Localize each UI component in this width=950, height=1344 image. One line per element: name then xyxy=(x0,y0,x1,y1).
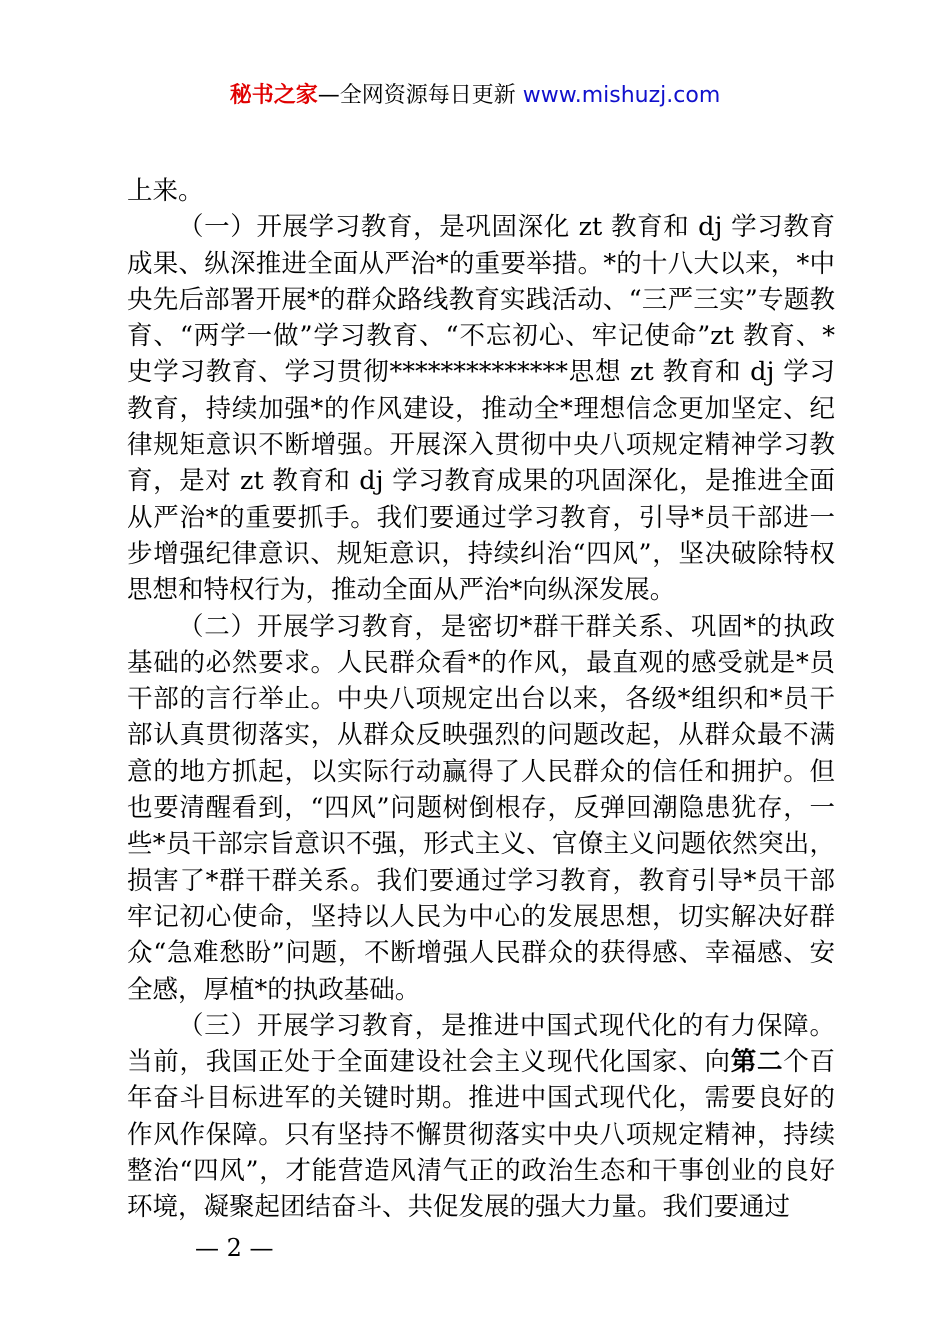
page-number: — 2 — xyxy=(195,1234,274,1262)
paragraph-section-two: （二）开展学习教育，是密切*群干群关系、巩固*的执政基础的必然要求。人民群众看*的作风，最直观的感受就是*员干部的言行举止。中央八项规定出台以来，各级*组织和*员干部认真贯彻落实，从群众反映强烈的问题改起，从群众最不满意的地方抓起，以实际行动赢得了人民群众的信任和拥护。但也要清醒看到，“四风”问题树倒根存，反弹回潮隐患犹存，一些*员干部宗旨意识不强，形式主义、官僚主义问题依然突出，损害了*群干群关系。我们要通过学习教育，教育引导*员干部牢记初心使命，坚持以人民为中心的发展思想，切实解决好群众“急难愁盼”问题，不断增强人民群众的获得感、幸福感、安全感，厚植*的执政基础。 xyxy=(127,611,835,1005)
site-tagline: —全网资源每日更新 xyxy=(317,83,523,108)
site-header-banner xyxy=(0,80,950,112)
paragraph-continuation: 上来。 xyxy=(127,176,204,206)
site-brand: 秘书之家 xyxy=(229,83,318,108)
site-url-link[interactable]: www.mishuzj.com xyxy=(522,83,721,108)
paragraph-section-three-part-a: （三）开展学习教育，是推进中国式现代化的有力保障。当前，我国正处于全面建设社会主义现代化国家、向 xyxy=(127,1010,835,1078)
paragraph-section-three-part-b: 个百年奋斗目标进军的关键时期。推进中国式现代化，需要良好的作风作保障。只有坚持不懈贯彻落实中央八项规定精神，持续整治“四风”，才能营造风清气正的政治生态和干事创业的良好环境，凝聚起团结奋斗、共促发展的强大力量。我们要通过 xyxy=(127,1047,835,1223)
document-body xyxy=(127,173,835,1226)
paragraph-section-three xyxy=(127,1008,835,1226)
paragraph-section-three-bold: 第二 xyxy=(730,1047,784,1078)
paragraph-section-one: （一）开展学习教育，是巩固深化 zt 教育和 dj 学习教育成果、纵深推进全面从严治*的重要举措。*的十八大以来，*中央先后部署开展*的群众路线教育实践活动、“三严三实”专题教育、“两学一做”学习教育、“不忘初心、牢记使命”zt 教育、*史学习教育、学习贯彻**************思想 zt 教育和 dj 学习教育，持续加强*的作风建设，推动全*理想信念更加坚定、纪律规矩意识不断增强。开展深入贯彻中央八项规定精神学习教育，是对 zt 教育和 dj 学习教育成果的巩固深化，是推进全面从严治*的重要抓手。我们要通过学习教育，引导*员干部进一步增强纪律意识、规矩意识，持续纠治“四风”，坚决破除特权思想和特权行为，推动全面从严治*向纵深发展。 xyxy=(127,212,835,606)
